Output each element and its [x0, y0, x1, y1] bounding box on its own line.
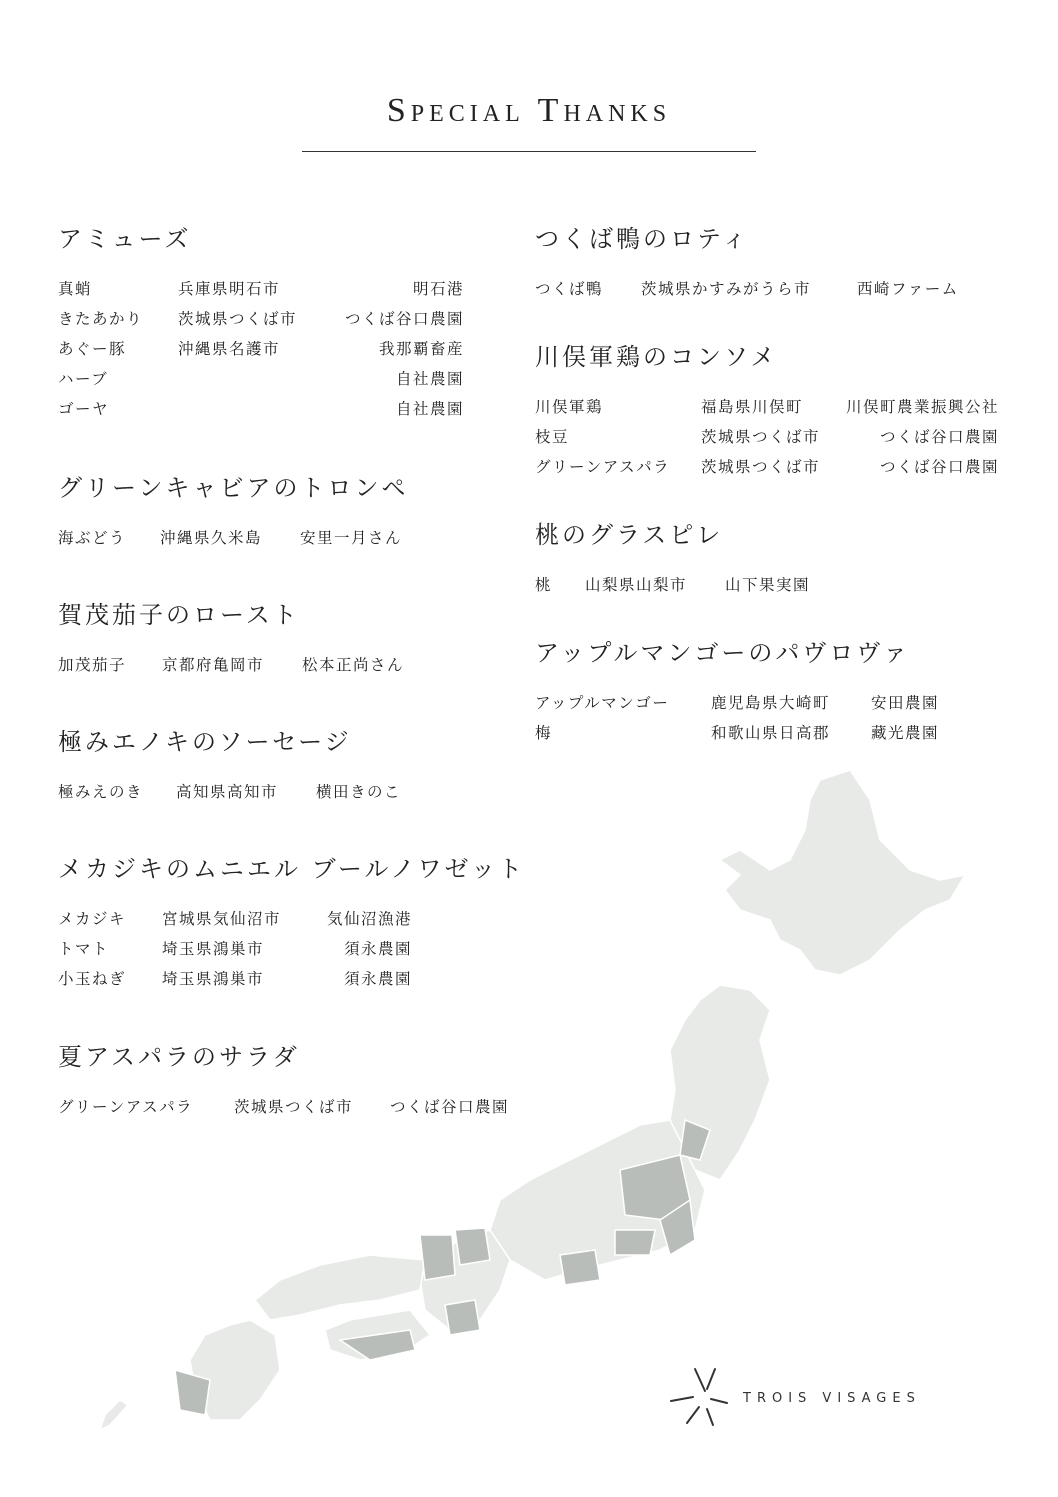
ingredient-row — [58, 650, 404, 680]
ingredient-row — [535, 422, 999, 452]
ingredient-producer: つくば谷口農園 — [390, 1098, 510, 1116]
ingredient-row — [58, 394, 464, 424]
ingredient-producer: 須永農園 — [343, 940, 412, 958]
ingredient-origin: 埼玉県鴻巣市 — [162, 940, 265, 958]
ingredient-origin: 茨城県つくば市 — [701, 458, 821, 476]
ingredient-row — [58, 964, 525, 994]
ingredient-row — [58, 904, 525, 934]
ingredient-name: アップルマンゴー — [535, 694, 670, 712]
menu-section-swordfish — [58, 849, 525, 994]
menu-section-eggplant — [58, 595, 404, 680]
menu-section-asparagus — [58, 1037, 509, 1122]
section-heading: アミューズ — [58, 225, 192, 253]
ingredient-name: トマト — [58, 940, 110, 958]
section-heading: 川俣軍鶏のコンソメ — [535, 343, 778, 371]
ingredient-origin: 福島県川俣町 — [701, 398, 804, 416]
ingredient-row — [58, 777, 401, 807]
ingredient-row — [535, 392, 999, 422]
section-heading: グリーンキャビアのトロンペ — [58, 474, 409, 502]
ingredient-name: 極みえのき — [58, 783, 144, 801]
ingredient-name: 小玉ねぎ — [58, 970, 127, 988]
ingredient-producer: 川俣町農業振興公社 — [845, 398, 999, 416]
ingredient-origin: 茨城県つくば市 — [701, 428, 821, 446]
ingredient-origin: 兵庫県明石市 — [178, 280, 281, 298]
ingredient-producer: つくば谷口農園 — [879, 428, 999, 446]
ingredient-name: 川俣軍鶏 — [535, 398, 604, 416]
ingredient-name: きたあかり — [58, 310, 144, 328]
ingredient-origin — [178, 364, 338, 394]
ingredient-producer: 山下果実園 — [725, 576, 811, 594]
ingredient-name: 海ぶどう — [58, 529, 127, 547]
section-heading: 桃のグラスピレ — [535, 521, 724, 549]
ingredient-row — [535, 452, 999, 482]
ingredient-origin — [178, 394, 338, 424]
ingredient-name: 加茂茄子 — [58, 656, 127, 674]
ingredient-row — [535, 274, 959, 304]
section-heading: 賀茂茄子のロースト — [58, 601, 300, 629]
ingredient-producer: 西崎ファーム — [857, 280, 959, 298]
section-heading: つくば鴨のロティ — [535, 225, 750, 253]
ingredient-name: つくば鴨 — [535, 280, 604, 298]
ingredient-row — [58, 274, 464, 304]
ingredient-origin: 和歌山県日高郡 — [711, 724, 831, 742]
ingredient-name: 枝豆 — [535, 428, 570, 446]
ingredient-producer: 明石港 — [412, 280, 464, 298]
brand-name: TROIS VISAGES — [743, 1391, 921, 1406]
ingredient-producer: 気仙沼漁港 — [326, 910, 412, 928]
hyogo-highlight — [420, 1235, 455, 1280]
ingredient-name: あぐー豚 — [58, 340, 127, 358]
ingredient-origin: 茨城県かすみがうら市 — [641, 280, 812, 298]
ingredient-origin: 沖縄県名護市 — [178, 340, 281, 358]
ingredient-producer: 松本正尚さん — [302, 656, 405, 674]
ingredient-origin: 茨城県つくば市 — [234, 1098, 354, 1116]
ingredient-origin: 京都府亀岡市 — [162, 656, 265, 674]
menu-section-duck — [535, 219, 959, 304]
ingredient-row — [535, 688, 939, 718]
menu-section-enoki — [58, 722, 401, 807]
ingredient-row — [535, 718, 939, 748]
ingredient-name: 桃 — [535, 576, 553, 594]
menu-section-consomme — [535, 337, 999, 482]
ingredient-origin: 宮城県気仙沼市 — [162, 910, 282, 928]
ingredient-origin: 鹿児島県大崎町 — [711, 694, 831, 712]
ingredient-producer: 自社農園 — [395, 370, 464, 388]
ingredient-name: グリーンアスパラ — [535, 458, 671, 476]
ingredient-name: ハーブ — [58, 370, 109, 388]
ingredient-origin: 高知県高知市 — [176, 783, 279, 801]
ingredient-producer: 我那覇畜産 — [378, 340, 464, 358]
section-heading: アップルマンゴーのパヴロヴァ — [535, 639, 911, 667]
ingredient-origin: 埼玉県鴻巣市 — [162, 970, 265, 988]
section-heading: 極みエノキのソーセージ — [58, 728, 352, 756]
ingredient-row — [58, 334, 464, 364]
ingredient-origin: 茨城県つくば市 — [178, 310, 298, 328]
ingredient-row — [58, 523, 409, 553]
wakayama-highlight — [445, 1300, 480, 1335]
ingredient-producer: 自社農園 — [395, 400, 464, 418]
ingredient-producer: 藏光農園 — [871, 724, 940, 742]
ingredient-name: 梅 — [535, 724, 553, 742]
menu-section-peach — [535, 515, 810, 600]
yamanashi-highlight — [560, 1250, 600, 1285]
ingredient-origin: 山梨県山梨市 — [585, 576, 688, 594]
ingredient-name: メカジキ — [58, 910, 127, 928]
ingredient-row — [535, 570, 810, 600]
title-divider — [302, 151, 756, 152]
ingredient-producer: つくば谷口農園 — [344, 310, 464, 328]
kyoto-highlight — [455, 1228, 490, 1265]
page-title: Special Thanks — [386, 92, 672, 129]
ingredient-producer: 安田農園 — [871, 694, 940, 712]
ingredient-producer: つくば谷口農園 — [879, 458, 999, 476]
ingredient-producer: 須永農園 — [343, 970, 412, 988]
menu-section-amuse — [58, 219, 464, 424]
ingredient-row — [58, 1092, 509, 1122]
ingredient-name: 真蛸 — [58, 280, 93, 298]
menu-section-mango — [535, 633, 939, 748]
ingredient-row — [58, 364, 464, 394]
ingredient-row — [58, 934, 525, 964]
okinawa-region — [100, 1400, 128, 1430]
section-heading: メカジキのムニエル ブールノワゼット — [58, 855, 525, 883]
ingredient-name: グリーンアスパラ — [58, 1098, 194, 1116]
chugoku-region — [255, 1255, 425, 1320]
ingredient-producer: 横田きのこ — [316, 783, 402, 801]
ingredient-name: ゴーヤ — [58, 400, 110, 418]
ingredient-producer: 安里一月さん — [300, 529, 403, 547]
saitama-highlight — [615, 1230, 655, 1255]
ingredient-origin: 沖縄県久米島 — [160, 529, 263, 547]
ingredient-row — [58, 304, 464, 334]
menu-section-trompe — [58, 468, 409, 553]
hokkaido-region — [720, 770, 965, 975]
section-heading: 夏アスパラのサラダ — [58, 1043, 300, 1071]
